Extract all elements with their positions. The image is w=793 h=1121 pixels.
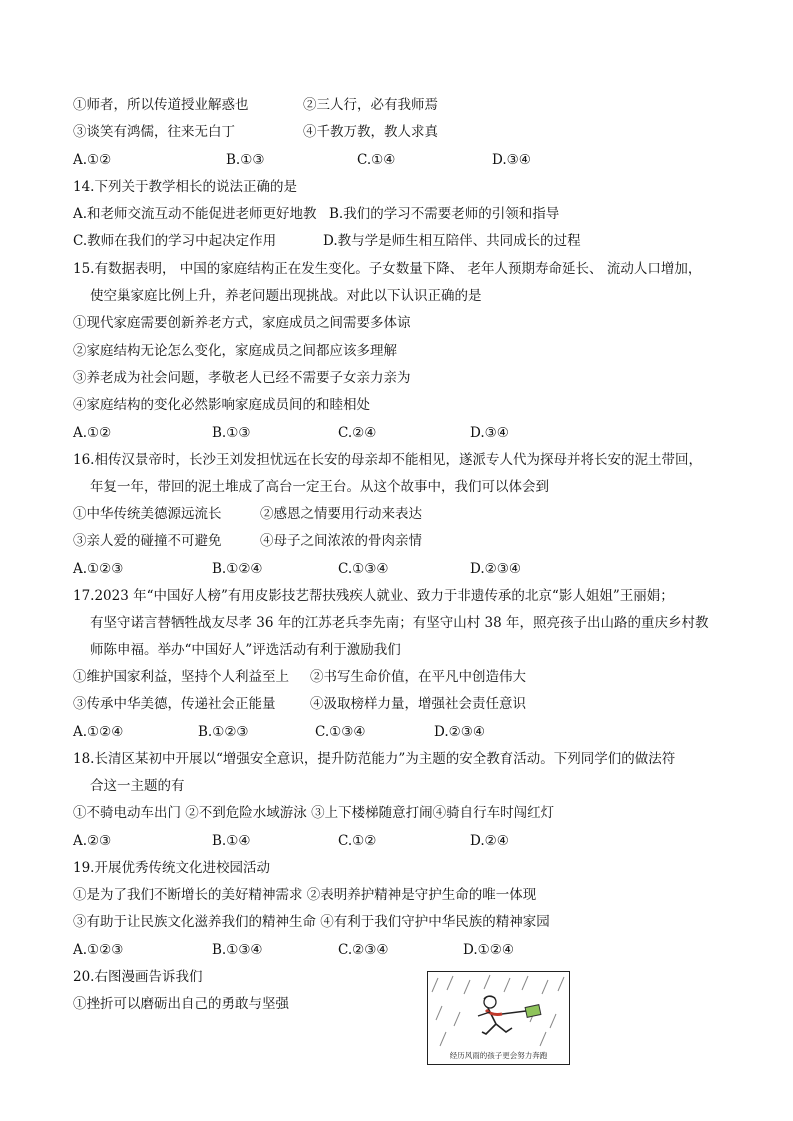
q14-option-d: D.教与学是师生相互陪伴、共同成长的过程 xyxy=(323,233,581,249)
q16-stem-line-1: 16.相传汉景帝时，长沙王刘发担忧远在长安的母亲却不能相见，遂派专人代为探母并将长安的泥土带回， xyxy=(73,452,702,468)
q14-option-b: B.我们的学习不需要老师的引领和指导 xyxy=(329,206,560,222)
q13-option-c: C.①④ xyxy=(357,152,396,168)
q16-stem-line-2: 年复一年，带回的泥土堆成了高台一定王台。从这个故事中，我们可以体会到 xyxy=(90,479,549,495)
q15-statement-3: ③养老成为社会问题，孝敬老人已经不需要子女亲力亲为 xyxy=(73,370,411,386)
q16-statement-3: ③亲人爱的碰撞不可避免 xyxy=(73,533,222,549)
q14-option-a: A.和老师交流互动不能促进老师更好地教 xyxy=(73,206,317,222)
q19-statements-line-1: ①是为了我们不断增长的美好精神需求 ②表明养护精神是守护生命的唯一体现 xyxy=(73,887,537,903)
q19-option-c: C.②③④ xyxy=(338,942,389,958)
q16-option-a: A.①②③ xyxy=(73,561,124,577)
q14-stem: 14.下列关于教学相长的说法正确的是 xyxy=(73,179,297,195)
q19-statements-line-2: ③有助于让民族文化滋养我们的精神生命 ④有利于我们守护中华民族的精神家园 xyxy=(73,914,550,930)
q17-statement-2: ②书写生命价值，在平凡中创造伟大 xyxy=(310,669,526,685)
q16-statement-1: ①中华传统美德源远流长 xyxy=(73,506,222,522)
q13-statement-4: ④千教万教，教人求真 xyxy=(303,124,438,140)
q18-stem-line-2: 合这一主题的有 xyxy=(90,778,185,794)
q18-stem-line-1: 18.长清区某初中开展以“增强安全意识，提升防范能力”为主题的安全教育活动。下列同学们的做法符 xyxy=(73,751,676,767)
q16-option-d: D.②③④ xyxy=(470,561,521,577)
q19-option-b: B.①③④ xyxy=(212,942,263,958)
q17-option-d: D.②③④ xyxy=(434,724,485,740)
q13-statement-3: ③谈笑有鸿儒，往来无白丁 xyxy=(73,124,235,140)
q15-statement-1: ①现代家庭需要创新养老方式，家庭成员之间需要多体谅 xyxy=(73,315,411,331)
q17-statement-4: ④汲取榜样力量，增强社会责任意识 xyxy=(310,696,526,712)
q20-statement-1: ①挫折可以磨砺出自己的勇敢与坚强 xyxy=(73,996,289,1012)
q15-option-a: A.①② xyxy=(73,425,112,441)
q20-stem: 20.右图漫画告诉我们 xyxy=(73,969,203,985)
q15-option-d: D.③④ xyxy=(470,425,509,441)
q17-statement-3: ③传承中华美德，传递社会正能量 xyxy=(73,696,276,712)
q15-option-b: B.①③ xyxy=(212,425,251,441)
q13-option-a: A.①② xyxy=(73,152,112,168)
q13-option-b: B.①③ xyxy=(226,152,265,168)
q18-option-d: D.②④ xyxy=(470,833,509,849)
cartoon-drawing xyxy=(428,972,569,1050)
q19-option-d: D.①②④ xyxy=(463,942,514,958)
q17-option-a: A.①②④ xyxy=(73,724,124,740)
q18-option-a: A.②③ xyxy=(73,833,112,849)
q14-option-c: C.教师在我们的学习中起决定作用 xyxy=(73,233,277,249)
q13-option-d: D.③④ xyxy=(492,152,531,168)
q18-option-b: B.①④ xyxy=(212,833,251,849)
q15-stem-line-2: 使空巢家庭比例上升，养老问题出现挑战。对此以下认识正确的是 xyxy=(90,288,482,304)
q13-statement-2: ②三人行，必有我师焉 xyxy=(303,97,438,113)
q16-statement-4: ④母子之间浓浓的骨肉亲情 xyxy=(260,533,422,549)
q15-stem-line-1: 15.有数据表明， 中国的家庭结构正在发生变化。子女数量下降、 老年人预期寿命延长、 流动人口增加， xyxy=(73,261,702,277)
q19-option-a: A.①②③ xyxy=(73,942,124,958)
q17-statement-1: ①维护国家利益，坚持个人利益至上 xyxy=(73,669,289,685)
q17-option-b: B.①②③ xyxy=(198,724,249,740)
q17-option-c: C.①③④ xyxy=(315,724,366,740)
q17-stem-line-1: 17.2023 年“中国好人榜”有用皮影技艺帮扶残疾人就业、致力于非遗传承的北京“影人姐姐”王丽娟； xyxy=(73,588,674,604)
q15-statement-4: ④家庭结构的变化必然影响家庭成员间的和睦相处 xyxy=(73,397,370,413)
q15-option-c: C.②④ xyxy=(338,425,377,441)
q16-statement-2: ②感恩之情要用行动来表达 xyxy=(260,506,422,522)
q13-statement-1: ①师者，所以传道授业解惑也 xyxy=(73,97,249,113)
q18-statements: ①不骑电动车出门 ②不到危险水域游泳 ③上下楼梯随意打闹④骑自行车时闯红灯 xyxy=(73,805,555,821)
q17-stem-line-3: 师陈申福。举办“中国好人”评选活动有利于激励我们 xyxy=(90,642,401,658)
q15-statement-2: ②家庭结构无论怎么变化，家庭成员之间都应该多理解 xyxy=(73,343,397,359)
q16-option-c: C.①③④ xyxy=(338,561,389,577)
q17-stem-line-2: 有坚守诺言替牺牲战友尽孝 36 年的江苏老兵李先南；有坚守山村 38 年，照亮孩子出山路的重庆乡村教 xyxy=(90,615,709,631)
q16-option-b: B.①②④ xyxy=(212,561,263,577)
cartoon-illustration xyxy=(427,971,570,1065)
q19-stem: 19.开展优秀传统文化进校园活动 xyxy=(73,860,270,876)
q18-option-c: C.①② xyxy=(338,833,377,849)
cartoon-caption: 经历风雨的孩子更会努力奔跑 xyxy=(449,1051,548,1060)
